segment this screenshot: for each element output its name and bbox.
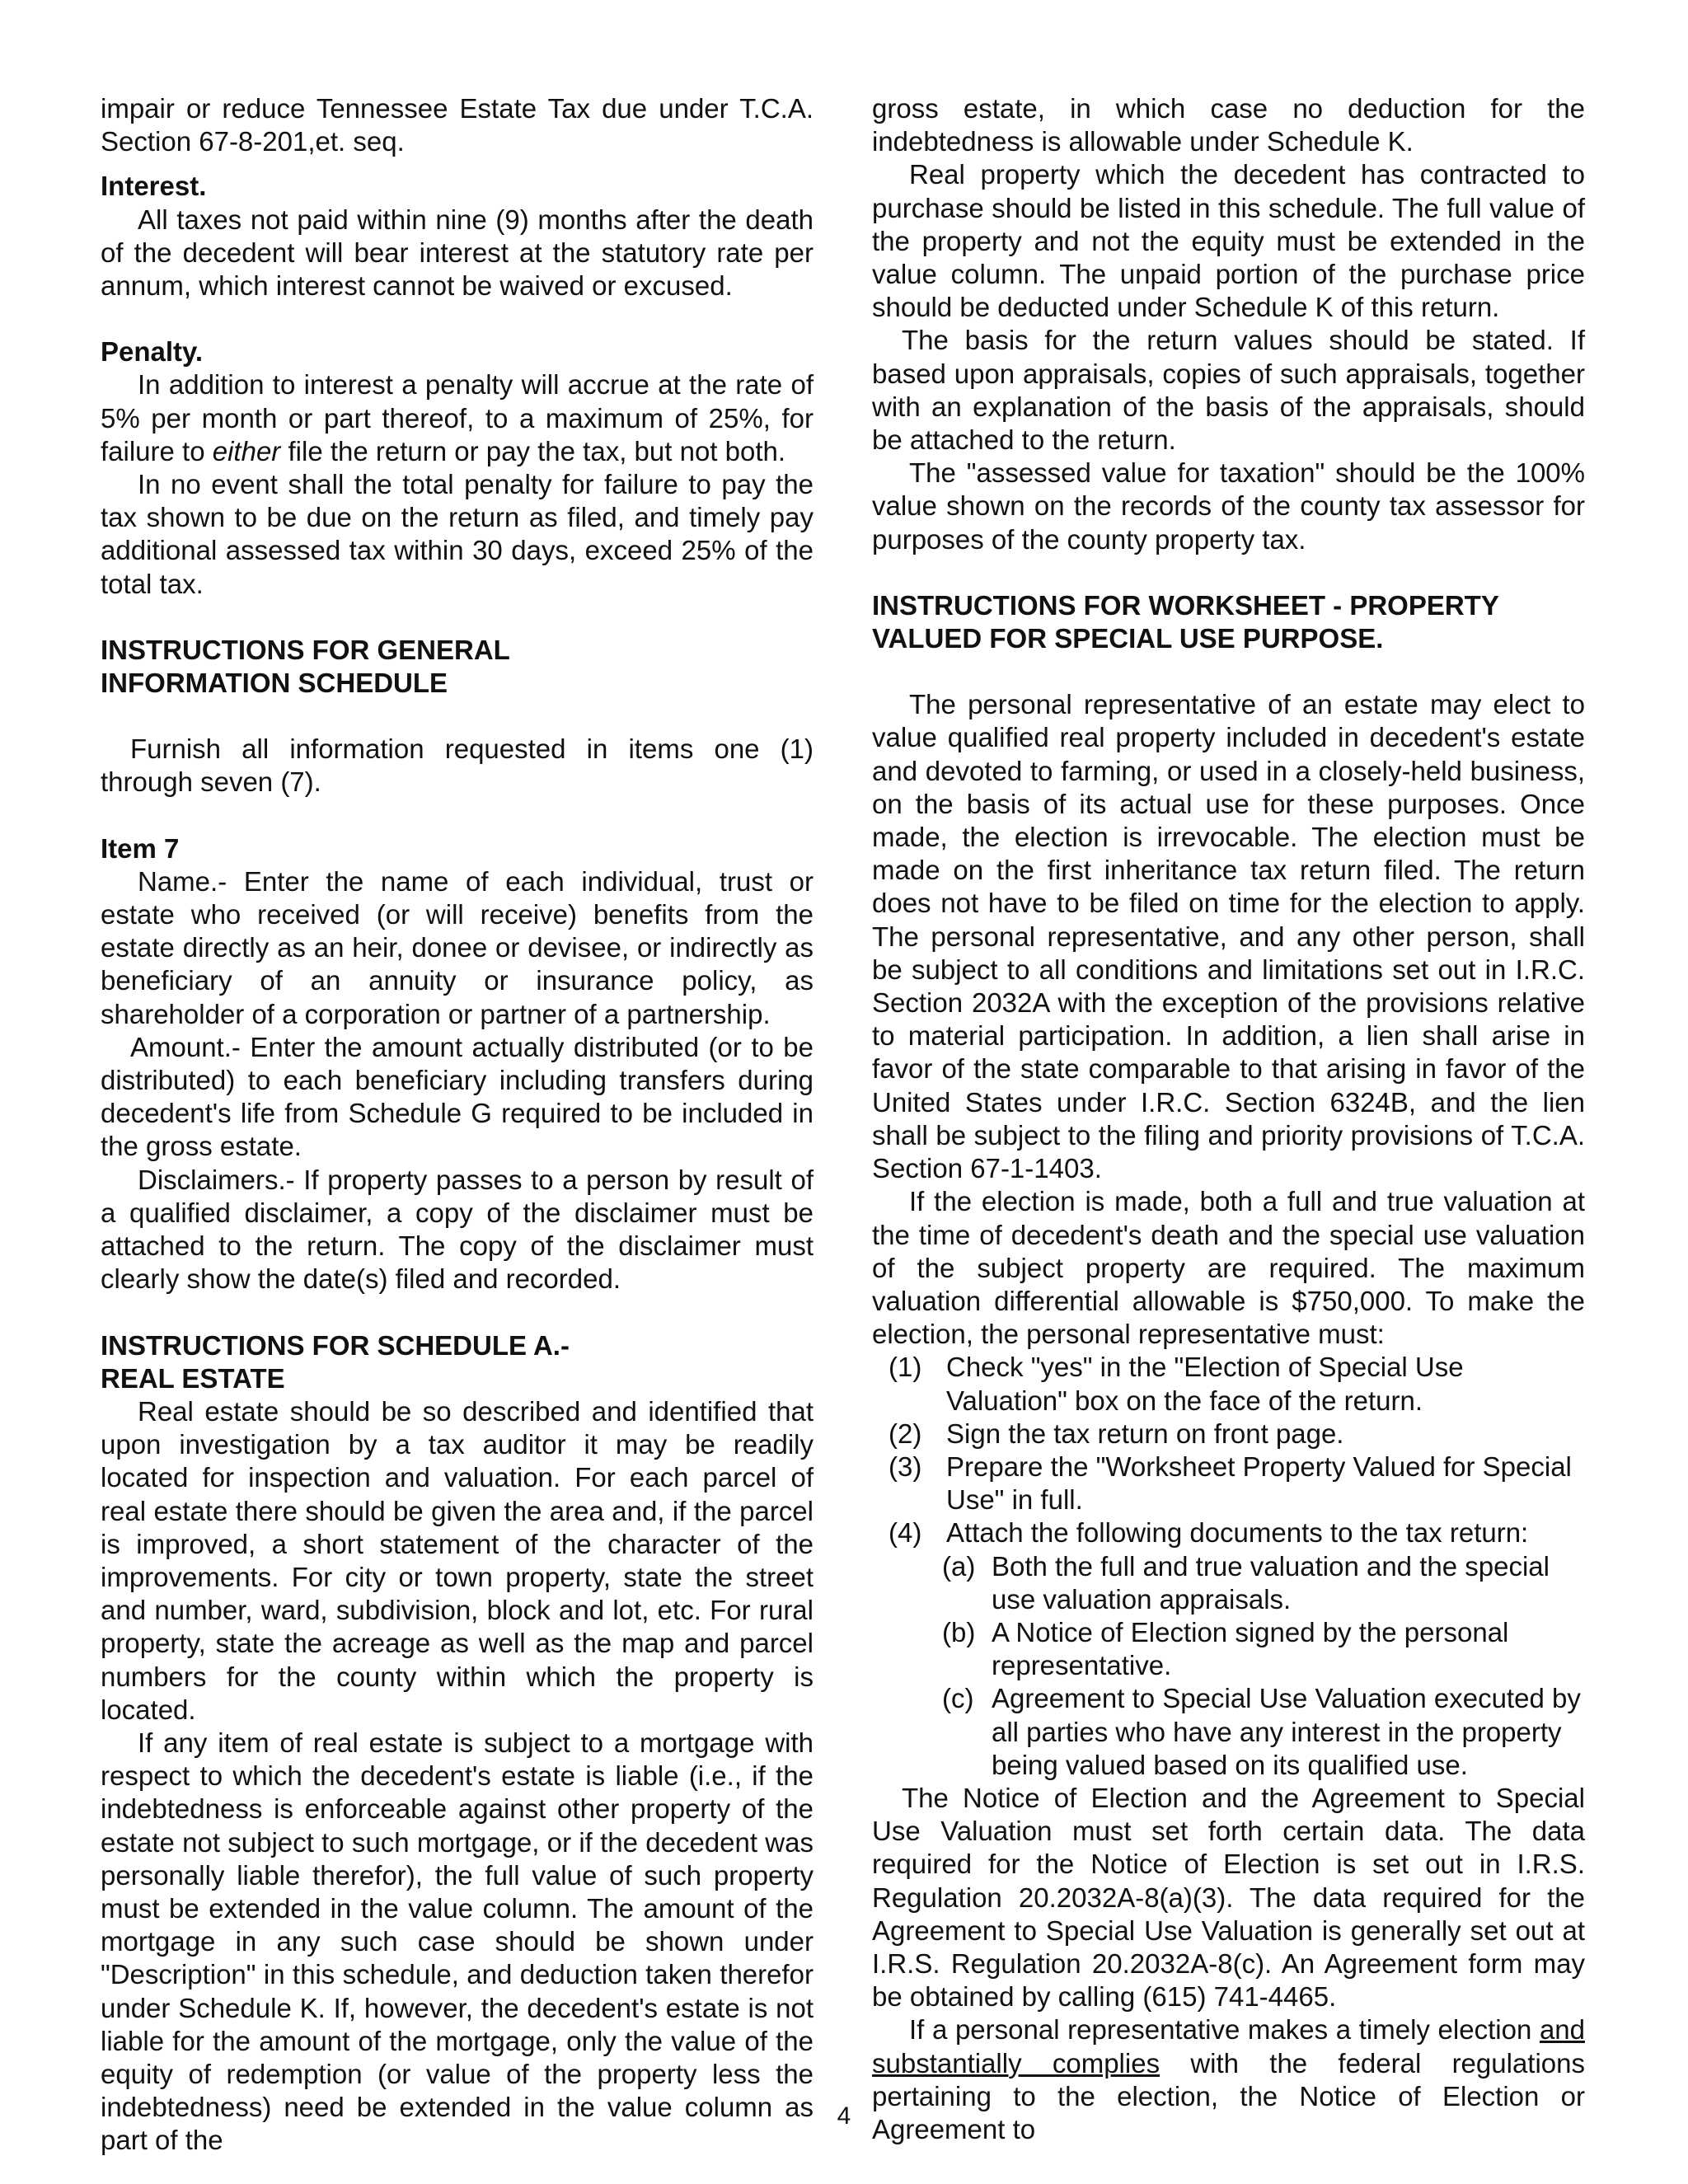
list-number: (4) bbox=[889, 1517, 922, 1549]
paragraph: Amount.- Enter the amount actually distributed (or to be distributed) to each beneficiary including transfers during decedent's life from Schedule G required to be included in the gross estate. bbox=[101, 1031, 814, 1162]
section-heading-item7: Item 7 bbox=[101, 832, 180, 864]
underlined-text: and bbox=[1539, 2014, 1585, 2046]
heading-line: VALUED FOR SPECIAL USE PURPOSE. bbox=[872, 623, 1384, 654]
sublist-item bbox=[872, 1550, 1585, 1616]
sublist-letter: (a) bbox=[942, 1550, 976, 1582]
sublist-letter: (b) bbox=[942, 1616, 976, 1647]
list-item bbox=[872, 1418, 1585, 1451]
paragraph: If any item of real estate is subject to a mortgage with respect to which the decedent's estate is liable (i.e., if the indebtedness is enforceable against other property of the estate not subject to such mortgage, or if the decedent was personally liable therefor), the full value of such property must be extended in the value column. The amount of the mortgage in any such case should be shown under "Description" in this schedule, and deduction taken therefor under Schedule K. If, however, the decedent's estate is not liable for the amount of the mortgage, only the value of the equity of redemption (or value of the property less the indebtedness) need be extended in the value column as part of the bbox=[101, 1727, 814, 2156]
list-text: Attach the following documents to the tax return: bbox=[946, 1517, 1529, 1549]
paragraph: The Notice of Election and the Agreement to Special Use Valuation must set forth certain data. The data required for the Notice of Election is set out in I.R.S. Regulation 20.2032A-8(a)(3). The data required for the Agreement to Special Use Valuation is generally set out at I.R.S. Regulation 20.2032A-8(c). An Agreement form may be obtained by calling (615) 741-4465. bbox=[872, 1782, 1585, 2013]
text-run: with the federal regulations pertaining to the election, the Notice of Election or Agreement to bbox=[872, 2047, 1586, 2144]
text-run: In addition to interest a penalty will accrue at the rate of 5% per month or part thereof, to a maximum of 25%, for failure to bbox=[101, 369, 814, 466]
paragraph: gross estate, in which case no deduction for the indebtedness is allowable under Schedule K. bbox=[872, 93, 1585, 157]
sublist-item bbox=[872, 1616, 1585, 1682]
paragraph: Name.- Enter the name of each individual, trust or estate who received (or will receive) benefits from the estate directly as an heir, donee or devisee, or indirectly as beneficiary of an annuity or insurance policy, as shareholder of a corporation or partner of a partnership. bbox=[101, 865, 814, 1029]
list-text: Check "yes" in the "Election of Special Use Valuation" box on the face of the return. bbox=[946, 1352, 1464, 1416]
paragraph bbox=[101, 368, 814, 468]
list-number: (3) bbox=[889, 1451, 922, 1482]
heading-line: INFORMATION SCHEDULE bbox=[101, 668, 448, 699]
left-column bbox=[101, 92, 814, 2158]
heading-line: INSTRUCTIONS FOR SCHEDULE A.- bbox=[101, 1329, 570, 1361]
paragraph: impair or reduce Tennessee Estate Tax due under T.C.A. Section 67-8-201,et. seq. bbox=[101, 93, 814, 157]
sublist-item bbox=[872, 1682, 1585, 1782]
section-heading-interest: Interest. bbox=[101, 171, 207, 202]
paragraph: Real property which the decedent has contracted to purchase should be listed in this schedule. The full value of the property and not the equity must be extended in the value column. The unpaid portion of the purchase price should be deducted under Schedule K of this return. bbox=[872, 159, 1585, 323]
section-heading-penalty: Penalty. bbox=[101, 336, 204, 368]
list-item bbox=[872, 1516, 1585, 1549]
section-heading-general bbox=[101, 634, 814, 700]
list-number: (2) bbox=[889, 1418, 922, 1449]
page-number: 4 bbox=[837, 2102, 851, 2130]
list-number: (1) bbox=[889, 1352, 922, 1383]
list-item bbox=[872, 1351, 1585, 1417]
paragraph: The personal representative of an estate may elect to value qualified real property included in decedent's estate and devoted to farming, or used in a closely-held business, on the basis of its actual use for these purposes. Once made, the election is irrevocable. The election must be made on the first inheritance tax return filed. The return does not have to be filed on time for the election to apply. The personal representative, and any other person, shall be subject to all conditions and limitations set out in I.R.C. Section 2032A with the exception of the provisions relative to material participation. In addition, a lien shall arise in favor of the state comparable to that arising in favor of the United States under I.R.C. Section 6324B, and the lien shall be subject to the filing and priority provisions of T.C.A. Section 67-1-1403. bbox=[872, 689, 1585, 1184]
heading-line: INSTRUCTIONS FOR WORKSHEET - PROPERTY bbox=[872, 589, 1499, 621]
steps-list bbox=[872, 1351, 1585, 1782]
list-item bbox=[872, 1451, 1585, 1516]
sublist-text: A Notice of Election signed by the personal representative. bbox=[992, 1616, 1509, 1681]
sublist-text: Agreement to Special Use Valuation executed by all parties who have any interest in the property being valued based on its qualified use. bbox=[992, 1683, 1581, 1780]
section-heading-schedule-a bbox=[101, 1329, 814, 1395]
underlined-text: substantially complies bbox=[872, 2047, 1160, 2079]
text-run: file the return or pay the tax, but not both. bbox=[288, 435, 786, 466]
paragraph: Disclaimers.- If property passes to a person by result of a qualified disclaimer, a copy of the disclaimer must be attached to the return. The copy of the disclaimer must clearly show the date(s) filed and recorded. bbox=[101, 1164, 814, 1295]
list-text: Sign the tax return on front page. bbox=[946, 1418, 1344, 1449]
emphasis-text: either bbox=[212, 435, 281, 466]
sublist-text: Both the full and true valuation and the special use valuation appraisals. bbox=[992, 1550, 1550, 1615]
paragraph: In no event shall the total penalty for failure to pay the tax shown to be due on the return as filed, and timely pay additional assessed tax within 30 days, exceed 25% of the total tax. bbox=[101, 469, 814, 599]
list-text: Prepare the "Worksheet Property Valued for Special Use" in full. bbox=[946, 1451, 1572, 1516]
sublist-letter: (c) bbox=[942, 1683, 974, 1714]
paragraph: The "assessed value for taxation" should be the 100% value shown on the records of the county tax assessor for purposes of the county property tax. bbox=[872, 457, 1585, 555]
paragraph: Real estate should be so described and identified that upon investigation by a tax auditor it may be readily located for inspection and valuation. For each parcel of real estate there should be given the area and, if the parcel is improved, a short statement of the character of the improvements. For city or town property, state the street and number, ward, subdivision, block and lot, etc. For rural property, state the acreage as well as the map and parcel numbers for the county within which the property is located. bbox=[101, 1395, 814, 1725]
text-run: If a personal representative makes a timely election bbox=[909, 2014, 1532, 2046]
paragraph: The basis for the return values should be stated. If based upon appraisals, copies of such appraisals, together with an explanation of the basis of the appraisals, should be attached to the return. bbox=[872, 325, 1585, 456]
paragraph: All taxes not paid within nine (9) months after the death of the decedent will bear interest at the statutory rate per annum, which interest cannot be waived or excused. bbox=[101, 204, 814, 302]
right-column bbox=[872, 92, 1585, 2146]
heading-line: REAL ESTATE bbox=[101, 1362, 285, 1394]
paragraph: If the election is made, both a full and true valuation at the time of decedent's death and the special use valuation of the subject property are required. The maximum valuation differential allowable is $750,000. To make the election, the personal representative must: bbox=[872, 1186, 1585, 1350]
paragraph: Furnish all information requested in items one (1) through seven (7). bbox=[101, 733, 814, 798]
heading-line: INSTRUCTIONS FOR GENERAL bbox=[101, 634, 510, 665]
section-heading-worksheet bbox=[872, 589, 1585, 655]
